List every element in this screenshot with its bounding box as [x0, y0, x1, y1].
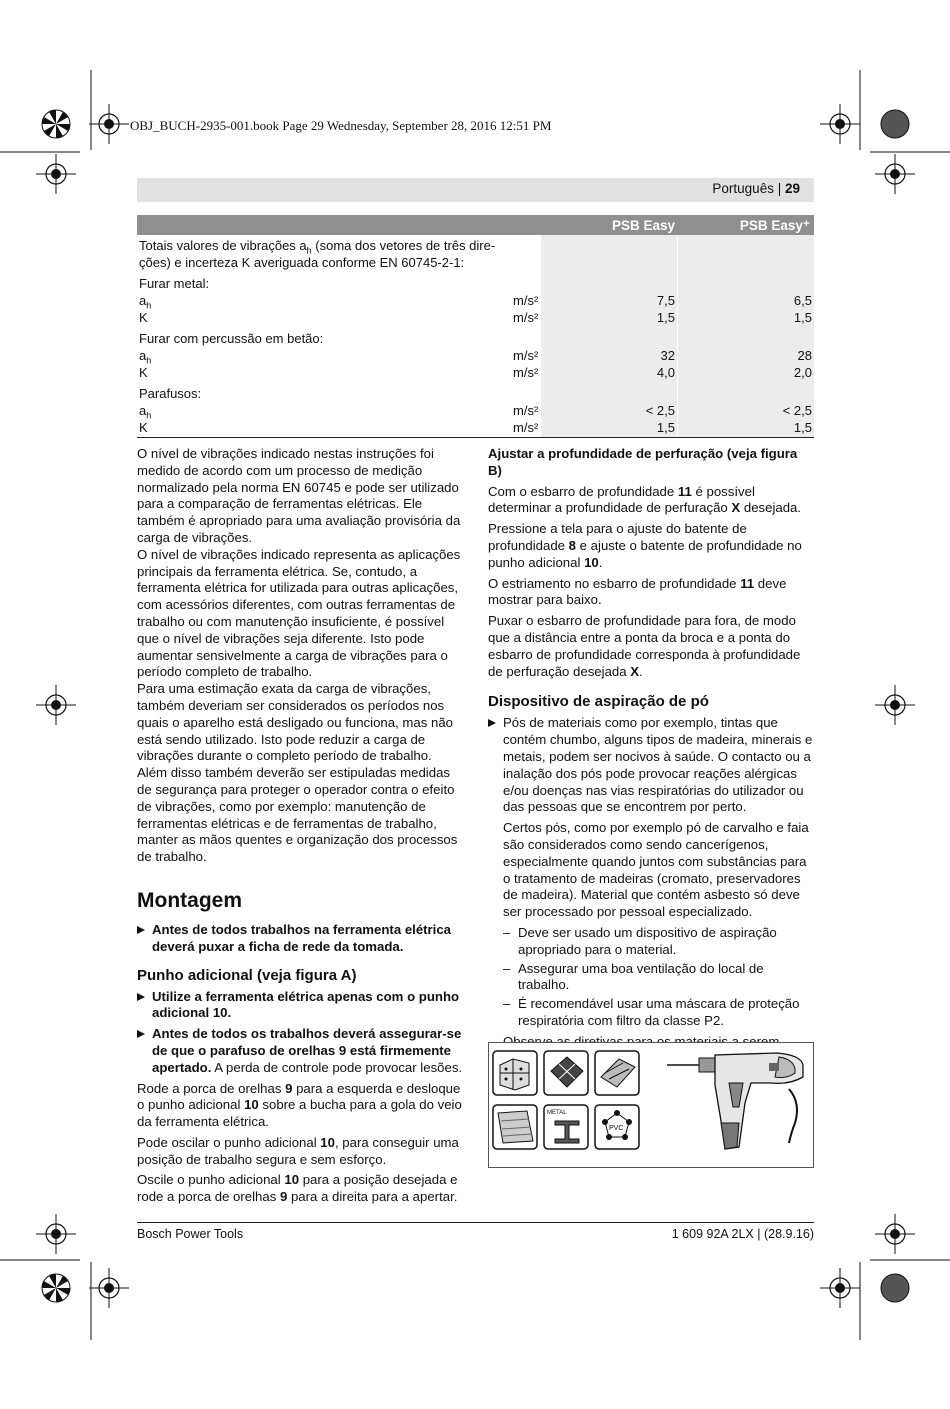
row-value-2: 1,5	[793, 420, 812, 435]
paragraph: O nível de vibrações indicado nestas instruções foi medido de acordo com um processo de medição normalizado pela norma EN 60745 e pode ser utilizado para a comparação de ferramentas elétricas. Ele também é apropriado para uma avaliação provisória da carga de vibrações.	[137, 446, 461, 545]
dash-text: É recomendável usar uma máscara de proteção respiratória com filtro da classe P2.	[518, 996, 800, 1028]
row-label: a	[139, 348, 147, 363]
section-title-text: Furar metal:	[139, 276, 210, 291]
heading-aspiracao: Dispositivo de aspiração de pó	[488, 693, 709, 711]
paragraph: Pode oscilar o punho adicional 10, para conseguir uma posição de trabalho segura e sem esforço.	[137, 1134, 459, 1167]
section-title	[137, 330, 814, 347]
roof-tile-icon	[595, 1051, 639, 1095]
triangle-bullet-icon	[488, 719, 496, 727]
row-unit: m/s²	[513, 293, 539, 308]
row-value-2: 1,5	[793, 310, 812, 325]
right-column	[488, 446, 814, 1109]
col-psb-easy: PSB Easy	[611, 218, 675, 233]
row-unit: m/s²	[513, 420, 539, 435]
material-icons-illustration	[489, 1043, 813, 1167]
table-row	[137, 309, 814, 326]
triangle-bullet-icon	[137, 1030, 145, 1038]
row-sub: h	[146, 300, 152, 311]
table-row	[137, 347, 814, 364]
dash-item	[488, 996, 814, 1030]
row-value-2: 6,5	[793, 293, 812, 308]
pvc-icon	[595, 1105, 639, 1149]
paragraph: Oscile o punho adicional 10 para a posição desejada e rode a porca de orelhas 9 para a direita para a apertar.	[137, 1172, 458, 1205]
row-value-2: 2,0	[793, 365, 812, 380]
paragraph: O nível de vibrações indicado representa as aplicações principais da ferramenta elétrica. Se, contudo, a ferramenta elétrica for utilizada para outras aplicações, com acessórios diferentes, com outras ferramentas de trabalho ou com manutenção insuficiente, é possível que o nível de vibrações seja diferente. Isto pode aumentar sensivelmente a carga de vibrações para o período completo de trabalho.	[137, 546, 461, 680]
dash-text: Deve ser usado um dispositivo de aspiração apropriado para o material.	[518, 924, 777, 957]
bullet-text: Utilize a ferramenta elétrica apenas com o punho adicional 10.	[152, 988, 460, 1021]
row-value-1: < 2,5	[645, 403, 675, 418]
triangle-bullet-icon	[137, 993, 145, 1001]
table-row	[137, 364, 814, 381]
table-row	[137, 402, 814, 419]
table-intro-2	[137, 254, 814, 271]
triangle-bullet-icon	[137, 926, 145, 934]
row-label: K	[139, 365, 148, 380]
drill-illustration	[667, 1053, 803, 1149]
footer-brand: Bosch Power Tools	[137, 1227, 244, 1241]
dash-text: Assegurar uma boa ventilação do local de trabalho.	[518, 960, 764, 993]
paragraph: Certos pós, como por exemplo pó de carvalho e faia são considerados como sendo cancerígenos, especialmente quando juntos com substâncias para o tratamento de madeiras (cromato, preservadores de madeira). Material que contém asbesto só deve ser processado por pessoal especializado.	[503, 820, 809, 920]
metal-label: METAL	[547, 1110, 567, 1116]
col-psb-easy-plus: PSB Easy⁺	[739, 218, 810, 233]
paragraph: Com o esbarro de profundidade 11 é possível determinar a profundidade de perfuração X desejada.	[488, 483, 802, 516]
dash-item	[488, 925, 814, 959]
heading-montagem: Montagem	[137, 888, 242, 912]
vibration-table	[137, 215, 814, 439]
row-value-2: 28	[797, 348, 812, 363]
table-row	[137, 292, 814, 309]
warning-bullet	[488, 715, 814, 816]
material-figure	[488, 1042, 814, 1168]
intro-text-1: Totais valores de vibrações a	[139, 238, 307, 253]
file-info-line: OBJ_BUCH-2935-001.book Page 29 Wednesday, September 28, 2016 12:51 PM	[130, 118, 552, 133]
heading-punho: Punho adicional (veja figura A)	[137, 966, 357, 984]
row-label: a	[139, 293, 147, 308]
bullet-text-bold: Antes de todos os trabalhos deverá assegurar-se de que o parafuso de orelhas 9 está firmemente apertado.	[152, 1026, 462, 1075]
row-sub: h	[146, 355, 152, 366]
intro-sub: h	[306, 245, 312, 256]
brick-icon	[493, 1051, 537, 1095]
bullet-text: Pós de materiais como por exemplo, tintas que contém chumbo, alguns tipos de madeira, minerais e metais, podem ser nocivos à saúde. O contacto ou a inalação dos pós pode provocar reações alérgicas e/ou doenças nas vias respiratórias do utilizador ou das pessoas que se encontrem por perto.	[503, 715, 813, 815]
row-value-1: 4,0	[656, 365, 675, 380]
footer-code: 1 609 92A 2LX | (28.9.16)	[671, 1227, 814, 1241]
row-label: K	[139, 420, 148, 435]
footer-rule	[137, 1222, 814, 1223]
row-value-1: 7,5	[656, 293, 675, 308]
warning-bullet	[137, 922, 463, 956]
row-unit: m/s²	[513, 310, 539, 325]
tile-icon	[544, 1051, 588, 1095]
row-unit: m/s²	[513, 348, 539, 363]
bullet-text-rest: A perda de controle pode provocar lesões.	[211, 1059, 463, 1075]
paragraph: Rode a porca de orelhas 9 para a esquerda e desloque o punho adicional 10 sobre a bucha para a gola do veio da ferramenta elétrica.	[137, 1080, 462, 1130]
row-sub: h	[146, 410, 152, 421]
row-value-1: 1,5	[656, 420, 675, 435]
metal-icon	[544, 1105, 588, 1149]
page-header-bar	[137, 178, 814, 202]
heading-ajustar: Ajustar a profundidade de perfuração (veja figura B)	[488, 446, 798, 478]
dash-mark: –	[503, 924, 511, 940]
table-intro-1	[137, 237, 814, 254]
header-language: Português	[712, 181, 774, 196]
wood-icon	[493, 1105, 537, 1149]
intro-text-2: ções) e incerteza K averiguada conforme EN 60745-2-1:	[139, 255, 465, 270]
row-value-2: < 2,5	[782, 403, 812, 418]
section-title	[137, 275, 814, 292]
table-header	[137, 215, 814, 235]
section-title-text: Parafusos:	[139, 386, 202, 401]
page-number: 29	[784, 181, 800, 196]
row-label: a	[139, 403, 147, 418]
table-bottom-rule	[137, 437, 814, 438]
intro-text-1b: (soma dos vetores de três dire-	[311, 238, 496, 253]
row-label: K	[139, 310, 148, 325]
table-row	[137, 419, 814, 436]
paragraph: Além disso também deverão ser estipuladas medidas de segurança para proteger o operador contra o efeito de vibrações, como por exemplo: manutenção de ferramentas elétricas e de ferramentas de trabalho, manter as mãos quentes e organização dos processos de trabalho.	[137, 765, 458, 865]
header-separator: |	[773, 181, 785, 196]
page-header	[712, 181, 800, 196]
row-value-1: 1,5	[656, 310, 675, 325]
left-column	[137, 446, 463, 1210]
row-value-1: 32	[660, 348, 675, 363]
row-unit: m/s²	[513, 365, 539, 380]
warning-bullet	[137, 989, 463, 1023]
pvc-label: PVC	[609, 1125, 624, 1132]
dash-item	[488, 961, 814, 995]
dash-mark: –	[503, 996, 511, 1012]
paragraph: Puxar o esbarro de profundidade para fora, de modo que a distância entre a ponta da broca e a ponta do esbarro de profundidade corresponda à profundidade de perfuração desejada X.	[488, 613, 801, 679]
row-unit: m/s²	[513, 403, 539, 418]
bullet-text: Antes de todos trabalhos na ferramenta elétrica deverá puxar a ficha de rede da tomada.	[152, 921, 452, 954]
paragraph: Para uma estimação exata da carga de vibrações, também deveriam ser considerados os períodos nos quais o aparelho está desligado ou funciona, mas não está sendo utilizado. Isto pode reduzir a carga de vibrações durante o completo período de trabalho.	[137, 681, 453, 764]
paragraph: Pressione a tela para o ajuste do batente de profundidade 8 e ajuste o batente de profundidade no punho adicional 10.	[488, 521, 802, 570]
section-title-text: Furar com percussão em betão:	[139, 331, 324, 346]
section-title	[137, 385, 814, 402]
dash-mark: –	[503, 960, 511, 976]
paragraph: O estriamento no esbarro de profundidade 11 deve mostrar para baixo.	[488, 575, 787, 608]
warning-bullet	[137, 1026, 463, 1076]
